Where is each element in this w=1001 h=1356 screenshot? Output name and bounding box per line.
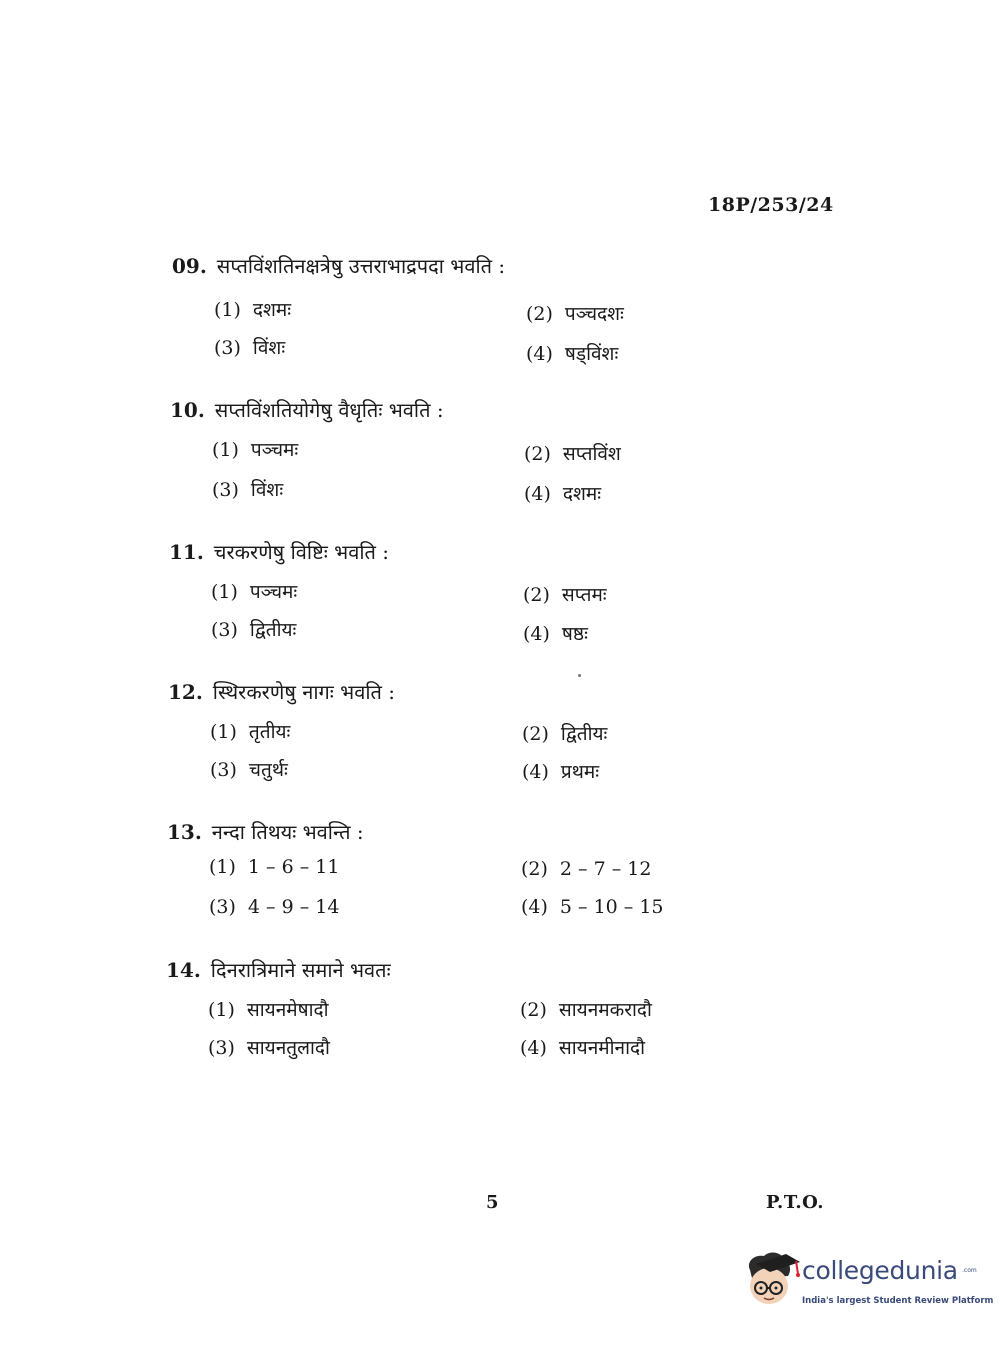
option-text: सायनमेषादौ [246,999,329,1021]
option-text: पञ्चमः [250,439,299,461]
option-2 [524,440,621,466]
option-4 [524,480,601,506]
option-number: (4) [523,623,550,645]
option-number: (4) [526,343,553,365]
option-text: 1 – 6 – 11 [247,856,340,878]
option-text: द्वितीयः [560,723,608,745]
question-text: स्थिरकरणेषु नागः भवति : [212,680,396,704]
option-number: (4) [524,483,551,505]
option-text: चतुर्थः [248,759,288,781]
option-3 [208,1034,330,1060]
question-number: 13. [167,820,202,844]
option-text: विंशः [250,479,284,501]
option-number: (1) [208,999,235,1021]
question-text: सप्तविंशतिनक्षत्रेषु उत्तराभाद्रपदा भवति : [216,254,506,278]
option-3 [209,896,339,918]
option-1 [214,296,291,322]
option-number: (2) [520,999,547,1021]
option-4 [526,340,618,366]
option-1 [211,578,297,604]
option-1 [209,856,339,878]
option-text: 2 – 7 – 12 [559,858,652,880]
option-number: (1) [209,856,236,878]
option-number: (1) [211,581,238,603]
option-text: सायनतुलादौ [246,1037,330,1059]
brand-name: collegedunia [802,1256,958,1285]
option-text: सप्तविंश [562,443,621,465]
question-number: 09. [172,254,207,278]
question-text: सप्तविंशतियोगेषु वैधृतिः भवति : [214,398,444,422]
question-number: 11. [169,540,204,564]
option-number: (2) [524,443,551,465]
brand-tagline: India's largest Student Review Platform [802,1296,994,1306]
question-text: चरकरणेषु विष्टिः भवति : [213,540,390,564]
option-text: पञ्चदशः [564,303,624,325]
option-number: (2) [522,723,549,745]
option-4 [520,1034,645,1060]
option-number: (4) [522,761,549,783]
option-2 [523,581,607,607]
option-text: तृतीयः [248,721,291,743]
brand-domain-suffix: .com [962,1267,977,1274]
option-text: विंशः [252,337,286,359]
option-2 [521,858,651,880]
option-number: (3) [210,759,237,781]
option-1 [210,718,290,744]
option-2 [522,720,607,746]
option-3 [211,616,296,642]
option-number: (3) [208,1037,235,1059]
option-number: (4) [520,1037,547,1059]
option-number: (3) [212,479,239,501]
option-text: षड्विंशः [564,343,619,365]
option-text: पञ्चमः [249,581,298,603]
question-text: दिनरात्रिमाने समाने भवतः [210,958,391,982]
option-4 [522,758,599,784]
option-3 [210,756,288,782]
option-text: 4 – 9 – 14 [247,896,340,918]
question-number: 12. [168,680,203,704]
question-text: नन्दा तिथयः भवन्ति : [211,820,364,844]
option-text: सायनमकरादौ [558,999,652,1021]
option-2 [526,300,624,326]
option-2 [520,996,652,1022]
option-text: दशमः [562,483,602,505]
paper-code: 18P/253/24 [708,194,834,216]
option-number: (2) [521,858,548,880]
option-text: दशमः [252,299,292,321]
option-text: द्वितीयः [249,619,297,641]
option-number: (2) [523,584,550,606]
scan-speck [578,674,581,677]
question-number: 14. [166,958,201,982]
option-number: (4) [521,896,548,918]
option-number: (3) [209,896,236,918]
option-text: प्रथमः [560,761,600,783]
option-text: षष्ठः [561,623,588,645]
option-number: (3) [211,619,238,641]
collegedunia-watermark [740,1248,994,1318]
option-number: (2) [526,303,553,325]
option-1 [212,436,298,462]
option-text: सप्तमः [561,584,607,606]
option-1 [208,996,329,1022]
option-3 [212,476,283,502]
option-4 [523,620,588,646]
option-number: (1) [212,439,239,461]
option-3 [214,334,285,360]
pto-label: P.T.O. [766,1192,825,1213]
option-4 [521,896,664,918]
option-text: सायनमीनादौ [558,1037,646,1059]
page-number: 5 [486,1192,499,1213]
option-number: (1) [210,721,237,743]
option-number: (3) [214,337,241,359]
option-number: (1) [214,299,241,321]
option-text: 5 – 10 – 15 [559,896,664,918]
mascot-graduation-cap-icon [740,1248,802,1312]
question-number: 10. [170,398,205,422]
